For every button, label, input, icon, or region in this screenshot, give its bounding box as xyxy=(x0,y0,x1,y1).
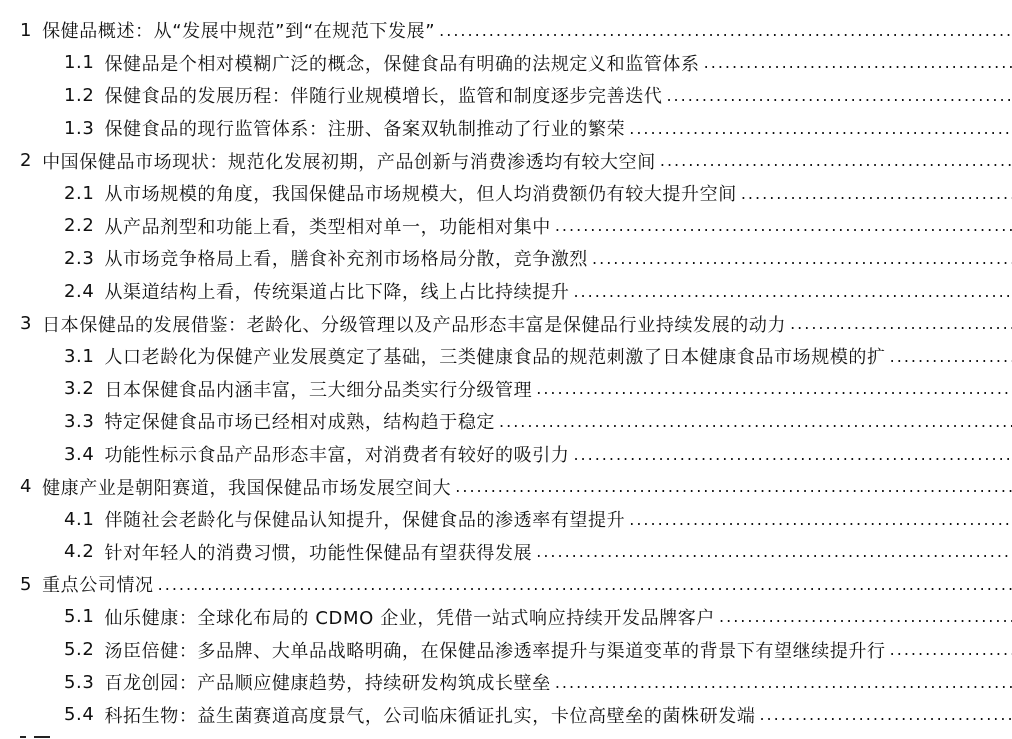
table-of-contents xyxy=(0,14,1012,731)
toc-dot-leader xyxy=(536,379,1012,398)
toc-dot-leader xyxy=(890,347,1012,366)
toc-entry-number: 2.1 xyxy=(64,182,95,204)
toc-dot-leader xyxy=(629,119,1012,138)
toc-entry-number: 5 xyxy=(20,573,33,595)
toc-dot-leader xyxy=(158,575,1012,594)
toc-entry-title: 中国保健品市场现状：规范化发展初期，产品创新与消费渗透均有较大空间 xyxy=(42,151,656,173)
toc-entry-number: 4.1 xyxy=(64,508,95,530)
toc-subsection-entry[interactable] xyxy=(0,503,1012,536)
toc-dot-leader xyxy=(704,53,1012,72)
toc-entry-title: 重点公司情况 xyxy=(42,575,154,597)
toc-entry-number: 2.3 xyxy=(64,247,95,269)
toc-subsection-entry[interactable] xyxy=(0,373,1012,406)
toc-dot-leader xyxy=(759,705,1012,724)
toc-entry-number: 1.1 xyxy=(64,52,95,74)
toc-entry-title: 科拓生物：益生菌赛道高度景气，公司临床循证扎实，卡位高壁垒的菌株研发端 xyxy=(104,705,756,727)
toc-entry-title: 伴随社会老龄化与保健品认知提升，保健食品的渗透率有望提升 xyxy=(104,510,626,532)
toc-entry-title: 从市场竞争格局上看，膳食补充剂市场格局分散，竞争激烈 xyxy=(104,249,589,271)
toc-entry-title: 特定保健食品市场已经相对成熟，结构趋于稳定 xyxy=(104,412,496,434)
toc-subsection-entry[interactable] xyxy=(0,177,1012,210)
toc-entry-number: 3.2 xyxy=(64,378,95,400)
toc-entry-title: 针对年轻人的消费习惯，功能性保健品有望获得发展 xyxy=(104,542,533,564)
toc-entry-number: 3 xyxy=(20,313,33,335)
toc-entry-title: 日本保健食品内涵丰富，三大细分品类实行分级管理 xyxy=(104,379,533,401)
toc-subsection-entry[interactable] xyxy=(0,438,1012,471)
toc-entry-title: 汤臣倍健：多品牌、大单品战略明确，在保健品渗透率提升与渠道变革的背景下有望继续提升行 xyxy=(104,640,886,662)
toc-section-entry[interactable] xyxy=(0,144,1012,177)
toc-entry-number: 4.2 xyxy=(64,541,95,563)
toc-subsection-entry[interactable] xyxy=(0,210,1012,243)
toc-entry-title: 百龙创园：产品顺应健康趋势，持续研发构筑成长壁垒 xyxy=(104,673,551,695)
toc-dot-leader xyxy=(439,21,1012,40)
toc-entry-title: 从产品剂型和功能上看，类型相对单一，功能相对集中 xyxy=(104,216,551,238)
toc-subsection-entry[interactable] xyxy=(0,275,1012,308)
toc-entry-number: 2 xyxy=(20,150,33,172)
toc-entry-number: 2.4 xyxy=(64,280,95,302)
toc-dot-leader xyxy=(536,542,1012,561)
toc-dot-leader xyxy=(592,249,1012,268)
toc-entry-title: 保健品概述：从“发展中规范”到“在规范下发展” xyxy=(42,21,436,43)
toc-subsection-entry[interactable] xyxy=(0,405,1012,438)
toc-section-entry[interactable] xyxy=(0,470,1012,503)
toc-entry-title: 保健品是个相对模糊广泛的概念，保健食品有明确的法规定义和监管体系 xyxy=(104,53,700,75)
toc-entry-number: 5.3 xyxy=(64,671,95,693)
toc-subsection-entry[interactable] xyxy=(0,698,1012,731)
toc-entry-title: 功能性标示食品产品形态丰富，对消费者有较好的吸引力 xyxy=(104,445,570,467)
toc-entry-number: 4 xyxy=(20,476,33,498)
toc-entry-title: 仙乐健康：全球化布局的 CDMO 企业，凭借一站式响应持续开发品牌客户 xyxy=(104,607,716,629)
cut-off-next-entry xyxy=(20,730,80,739)
toc-subsection-entry[interactable] xyxy=(0,47,1012,80)
toc-subsection-entry[interactable] xyxy=(0,601,1012,634)
toc-entry-number: 1.3 xyxy=(64,117,95,139)
toc-entry-number: 5.4 xyxy=(64,704,95,726)
toc-entry-number: 2.2 xyxy=(64,215,95,237)
toc-section-entry[interactable] xyxy=(0,14,1012,47)
toc-section-entry[interactable] xyxy=(0,307,1012,340)
toc-dot-leader xyxy=(573,282,1012,301)
toc-dot-leader xyxy=(719,607,1012,626)
toc-entry-number: 3.1 xyxy=(64,345,95,367)
toc-entry-title: 保健食品的现行监管体系：注册、备案双轨制推动了行业的繁荣 xyxy=(104,119,626,141)
toc-subsection-entry[interactable] xyxy=(0,242,1012,275)
toc-entry-title: 保健食品的发展历程：伴随行业规模增长，监管和制度逐步完善迭代 xyxy=(104,86,663,108)
toc-entry-number: 1 xyxy=(20,19,33,41)
toc-dot-leader xyxy=(741,184,1012,203)
toc-entry-number: 3.3 xyxy=(64,410,95,432)
toc-dot-leader xyxy=(499,412,1012,431)
toc-entry-title: 日本保健品的发展借鉴：老龄化、分级管理以及产品形态丰富是保健品行业持续发展的动力 xyxy=(42,314,787,336)
toc-subsection-entry[interactable] xyxy=(0,536,1012,569)
toc-entry-number: 3.4 xyxy=(64,443,95,465)
toc-entry-number: 5.1 xyxy=(64,606,95,628)
toc-dot-leader xyxy=(455,477,1012,496)
toc-entry-title: 健康产业是朝阳赛道，我国保健品市场发展空间大 xyxy=(42,477,452,499)
toc-dot-leader xyxy=(573,445,1012,464)
toc-dot-leader xyxy=(555,216,1012,235)
toc-subsection-entry[interactable] xyxy=(0,79,1012,112)
toc-entry-number: 5.2 xyxy=(64,639,95,661)
toc-entry-title: 从市场规模的角度，我国保健品市场规模大，但人均消费额仍有较大提升空间 xyxy=(104,184,737,206)
toc-entry-number: 1.2 xyxy=(64,84,95,106)
toc-dot-leader xyxy=(555,673,1012,692)
toc-dot-leader xyxy=(890,640,1012,659)
toc-subsection-entry[interactable] xyxy=(0,340,1012,373)
toc-subsection-entry[interactable] xyxy=(0,112,1012,145)
toc-dot-leader xyxy=(629,510,1012,529)
toc-subsection-entry[interactable] xyxy=(0,666,1012,699)
toc-subsection-entry[interactable] xyxy=(0,633,1012,666)
toc-entry-title: 从渠道结构上看，传统渠道占比下降，线上占比持续提升 xyxy=(104,282,570,304)
toc-dot-leader xyxy=(666,86,1012,105)
toc-dot-leader xyxy=(790,314,1012,333)
toc-section-entry[interactable] xyxy=(0,568,1012,601)
toc-entry-title: 人口老龄化为保健产业发展奠定了基础，三类健康食品的规范刺激了日本健康食品市场规模的扩 xyxy=(104,347,886,369)
toc-dot-leader xyxy=(660,151,1012,170)
